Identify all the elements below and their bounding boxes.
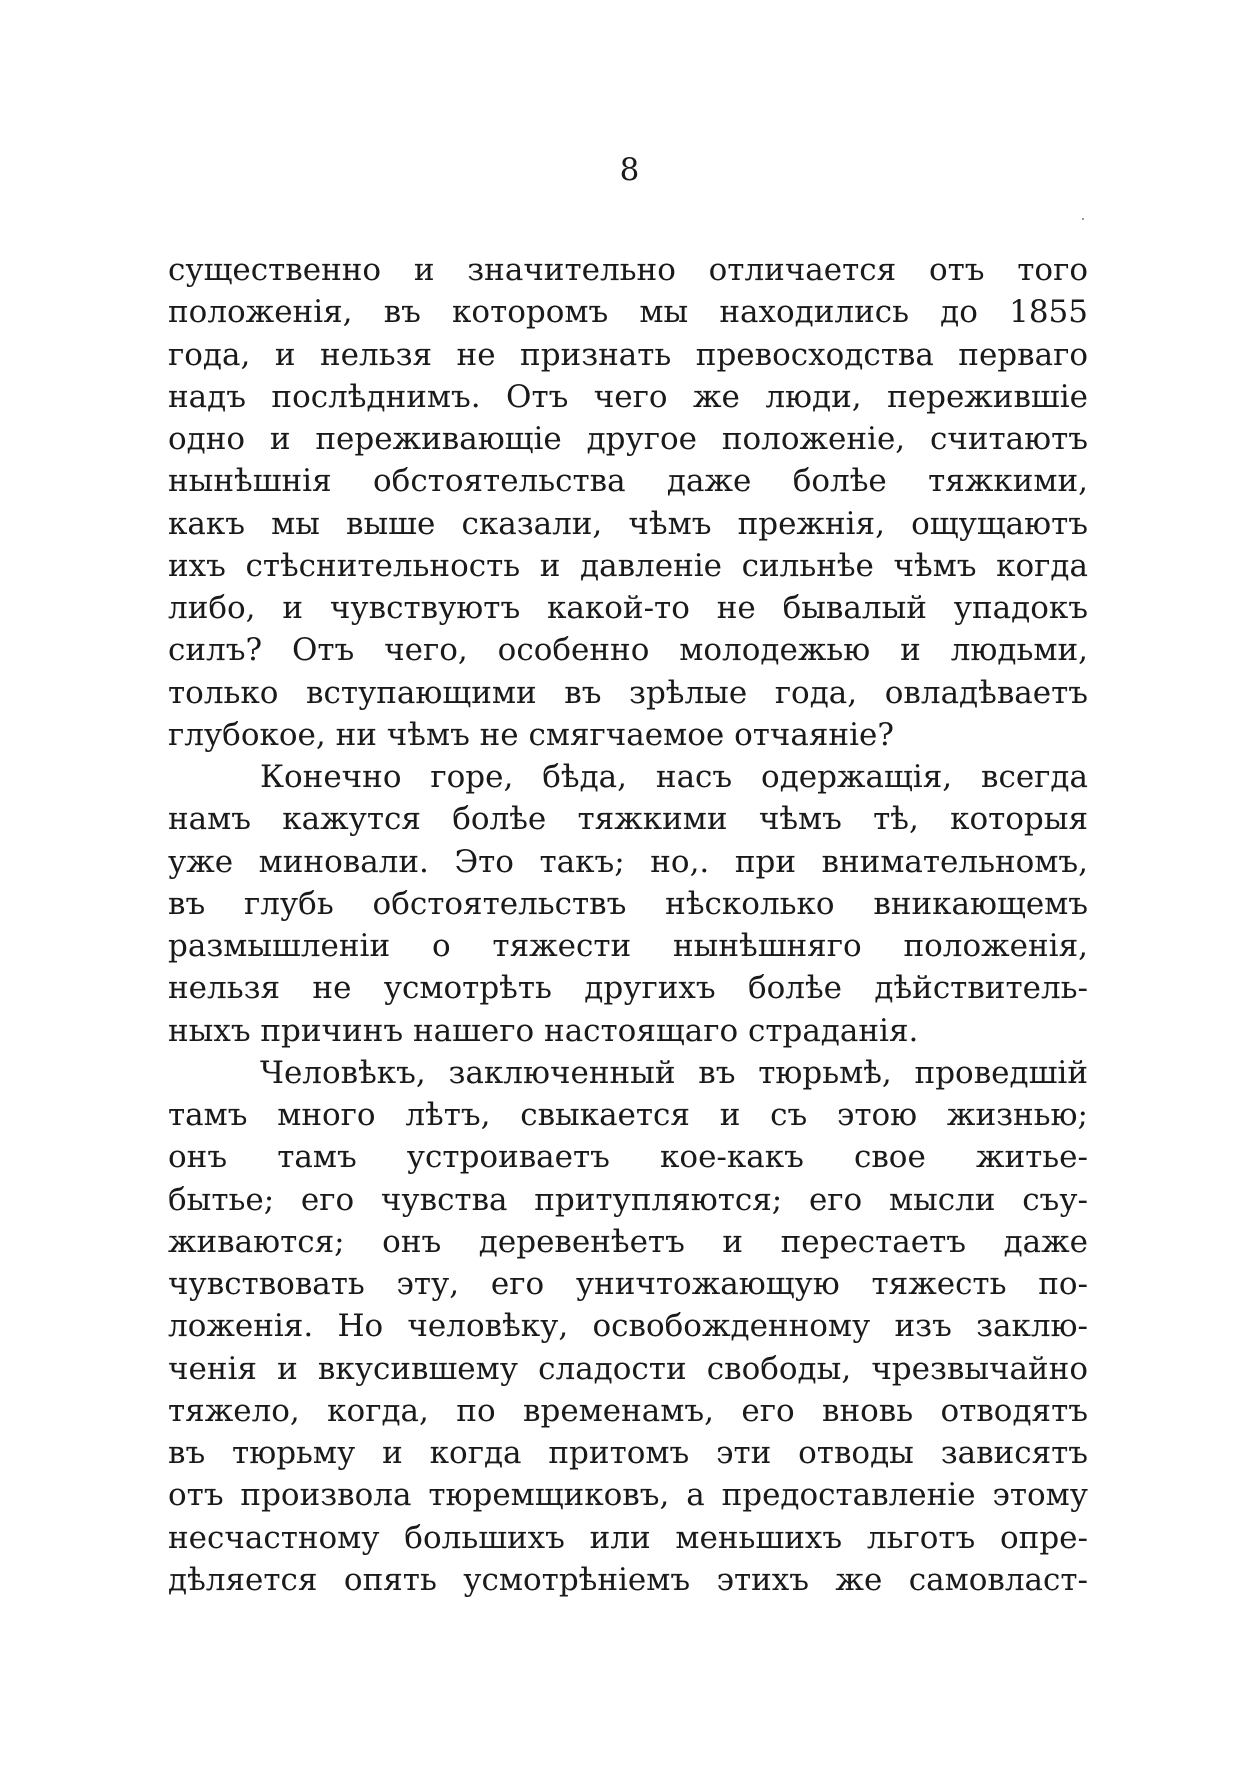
text-line: Человѣкъ, заключенный въ тюрьмѣ, проведшій [260, 1054, 1088, 1091]
text-line: ныхъ причинъ нашего настоящаго страданія. [168, 1012, 919, 1049]
text-line: либо, и чувствуютъ какой-то не бывалый упадокъ [168, 590, 1088, 626]
text-line: только вступающими въ зрѣлые года, овладѣваетъ [168, 674, 1088, 711]
text-line: надъ послѣднимъ. Отъ чего же люди, пережившіе [168, 378, 1088, 415]
text-line: нынѣшнія обстоятельства даже болѣе тяжкими, [168, 463, 1088, 500]
text-line: ченія и вкусившему сладости свободы, чрезвычайно [168, 1350, 1088, 1387]
text-line: уже миновали. Это такъ; но,. при внимательномъ, [168, 843, 1088, 880]
text-line: Конечно горе, бѣда, насъ одержащія, всегда [260, 759, 1088, 795]
text-line: тамъ много лѣтъ, свыкается и съ этою жизнью; [168, 1097, 1088, 1133]
text-line: несчастному большихъ или меньшихъ льготъ опре- [168, 1519, 1088, 1556]
text-line: живаются; онъ деревенѣетъ и перестаетъ даже [168, 1223, 1088, 1260]
text-line: года, и нельзя не признать превосходства перваго [168, 336, 1088, 373]
page-number: 8 [619, 152, 640, 188]
text-line: размышленіи о тяжести нынѣшняго положенія, [168, 928, 1088, 964]
text-line: въ тюрьму и когда притомъ эти отводы зависятъ [168, 1435, 1088, 1471]
text-line: бытье; его чувства притупляются; его мысли съу- [168, 1181, 1088, 1218]
body-text [168, 249, 1088, 1601]
text-line: какъ мы выше сказали, чѣмъ прежнія, ощущаютъ [168, 505, 1088, 542]
text-line: тяжело, когда, по временамъ, его вновь отводятъ [168, 1392, 1088, 1429]
text-line: одно и переживающіе другое положеніе, считаютъ [168, 421, 1088, 457]
text-line: въ глубь обстоятельствъ нѣсколько вникающемъ [168, 885, 1088, 922]
text-line: намъ кажутся болѣе тяжкими чѣмъ тѣ, которыя [168, 801, 1088, 838]
text-line: онъ тамъ устроиваетъ кое-какъ свое житье- [168, 1139, 1088, 1176]
text-line: дѣляется опять усмотрѣніемъ этихъ же самовласт- [168, 1561, 1088, 1598]
text-line: существенно и значительно отличается отъ того [168, 252, 1088, 288]
text-line: ихъ стѣснительность и давленіе сильнѣе чѣмъ когда [168, 547, 1088, 584]
text-line: силъ? Отъ чего, особенно молодежью и людьми, [168, 632, 1088, 669]
text-line: ложенія. Но человѣку, освобожденному изъ заклю- [168, 1308, 1088, 1345]
text-line: глубокое, ни чѣмъ не смягчаемое отчаяніе? [168, 716, 894, 753]
text-line: нельзя не усмотрѣть другихъ болѣе дѣйствитель- [168, 970, 1088, 1007]
print-speck [1082, 218, 1084, 220]
text-line: чувствовать эту, его уничтожающую тяжесть по- [168, 1266, 1088, 1302]
text-line: положенія, въ которомъ мы находились до 1855 [168, 294, 1088, 331]
text-line: отъ произвола тюремщиковъ, а предоставленіе этому [168, 1477, 1088, 1514]
